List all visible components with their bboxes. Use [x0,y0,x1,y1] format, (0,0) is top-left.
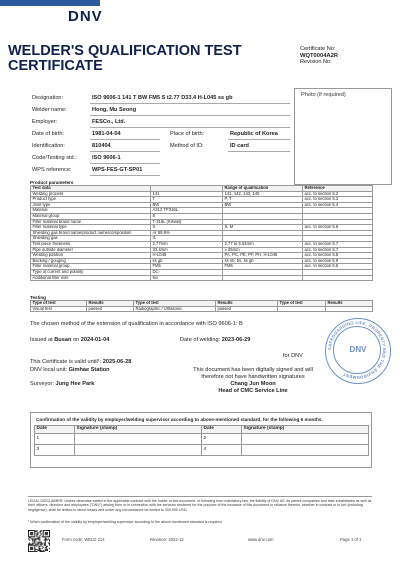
product-param-cell: Material [31,208,151,214]
valid-line [30,359,131,365]
designation-label: Designation: [32,95,64,101]
welding-date-label: Date of welding: [180,337,221,343]
issued-at-label: Issued at [30,337,53,343]
product-param-cell: Pipe outside diameter [31,247,151,253]
product-param-cell: Type of current and polarity [31,269,151,275]
employer-value: FESCo., Ltd. [90,118,290,128]
product-param-cell: Filler material brand name [31,219,151,225]
product-param-cell: Test piece thickness [31,241,151,247]
product-param-cell: A312 TP316L [151,208,223,214]
header-reference: Reference [303,186,373,192]
confirmation-cell [242,434,369,445]
digital-signature-note [188,367,318,395]
product-param-cell: No [151,275,223,281]
certificate-no-value: WQT0004A2R [300,52,339,59]
valid-label: This Certificate is valid until¹: [30,359,102,365]
issued-on-label: on [72,337,80,343]
code-row [0,154,290,163]
seal-name: DNV [349,345,367,354]
signer-name: Chang Jun Moon [230,381,276,387]
testing-header: Type of test [134,301,216,307]
product-param-cell: Welding position [31,253,151,259]
conf-header: Signature (stamp) [242,426,369,434]
welder-row [0,106,290,115]
wps-row [0,166,290,175]
ident-label: Identification: [32,143,65,149]
product-param-cell [223,275,303,281]
brand-bar [0,0,100,6]
product-param-cell: Material group [31,213,151,219]
product-param-cell: acc. to section 5.9 [303,258,373,264]
header-test-data: Test data [31,186,151,192]
product-param-cell: Ar 99.9% [151,230,223,236]
testing-cell [278,306,326,312]
certificate-title [8,44,268,74]
wps-label: WPS reference: [32,167,72,173]
product-param-cell: acc. to section 5.4 [303,202,373,208]
testing-header: Results [87,301,134,307]
confirmation-heading: Confirmation of the validity by employer/welding supervisor according to above-mentioned standard, for the following 6 months. [36,417,323,422]
validity-note: ¹ When confirmation of the validity by employer/welding supervisor according to the above-mentioned standard is required. [28,520,223,524]
certificate-no-label: Certificate No: [300,46,336,52]
product-param-cell: FM5 [151,264,223,270]
svg-text:SAFEGUARDING LIFE, PROPERTY AN: SAFEGUARDING LIFE, PROPERTY AND THE ENVIRONMENT [327,320,388,381]
header-range: Range of qualification [223,186,303,192]
employer-row [0,118,290,127]
welder-label: Welder name: [32,107,67,113]
ident-row [0,142,290,151]
extension-method-text: The chosen method of the extension of qualification in accordance with ISO 9606-1: B [30,321,243,327]
testing-header: Results [216,301,278,307]
photo-label: Photo (if required) [301,92,346,98]
certificate-number-block [300,46,338,66]
confirmation-cell [75,445,202,456]
confirmation-table [34,425,369,456]
product-param-cell [303,275,373,281]
product-param-cell: acc. to section 5.3 [303,197,373,203]
dob-label: Date of birth: [32,131,65,137]
confirmation-cell: 1 [35,434,75,445]
welding-date-line [180,337,250,343]
product-param-cell: BW [223,202,303,208]
confirmation-cell [242,445,369,456]
conf-header: Signature (stamp) [75,426,202,434]
product-param-cell: FM5 [223,264,303,270]
local-unit-label: DNV local unit: [30,367,67,373]
product-param-cell: T [151,197,223,203]
product-param-cell: 141 [151,191,223,197]
product-param-cell: ss gb [151,258,223,264]
confirmation-cell: 2 [202,434,242,445]
digital-note-line-1: This document has been digitally signed and will [193,367,313,373]
issued-at-value: Busan [54,337,72,343]
designation-row [0,94,290,103]
issued-line [30,337,109,343]
dob-value: 1981-04-04 [90,130,160,140]
product-param-cell: acc. to section 5.8 [303,253,373,259]
product-param-cell: ss nb, bs, ss gb [223,258,303,264]
product-param-cell: H-L045 [151,253,223,259]
testing-table [30,300,373,312]
welding-date-value: 2023-06-29 [221,337,251,343]
local-unit-value: Gimhae Station [68,367,110,373]
product-params-heading: Product parameters [30,180,74,185]
website-link[interactable]: www.dnv.com [248,537,274,542]
confirmation-row [35,434,369,445]
product-param-cell: acc. to section 5.5 [303,264,373,270]
product-param-row [31,275,373,281]
method-label: Method of ID: [170,143,204,149]
product-param-cell: S [151,225,223,231]
product-param-cell: ≥ 25mm [223,247,303,253]
testing-heading: Testing [30,295,46,300]
conf-header: Date [35,426,75,434]
product-param-cell: Shielding gas [31,236,151,242]
confirmation-cell [75,434,202,445]
footer-divider [28,496,372,497]
product-param-cell: PA, PC, PE, PF, PH, H-L045 [223,253,303,259]
form-code: Form code: WELD 214 [62,537,105,542]
product-param-cell: S, M [223,225,303,231]
product-param-cell: 8 [151,213,223,219]
surveyor-label: Surveyor: [30,381,54,387]
product-param-cell: 2.77 to 5.54mm [223,241,303,247]
confirmation-cell: 4 [202,445,242,456]
conf-header: Date [202,426,242,434]
product-param-cell: Backing / gouging [31,258,151,264]
confirmation-header-row [35,426,369,434]
testing-cell: passed [87,306,134,312]
product-param-cell: acc. to section 5.7 [303,247,373,253]
product-param-cell: acc. to section 5.2 [303,191,373,197]
for-dnv-text: for DNV [283,353,303,359]
product-param-cell: Filler material group [31,264,151,270]
product-param-cell: 141, 142, 143, 145 [223,191,303,197]
method-value: ID card [228,142,290,152]
wps-value: WPS-FES-GT-SP01 [90,166,160,176]
pob-value: Republic of Korea [228,130,290,140]
page-number: Page 1 of 1 [340,537,362,542]
product-param-cell: Joint type [31,202,151,208]
signer-title: Head of CMC Service Line [218,388,288,394]
valid-value: 2025-06-28 [102,359,132,365]
testing-row [31,306,373,312]
surveyor-line [30,381,94,387]
pob-label: Place of birth: [170,131,205,137]
dnv-logo: DNV [68,8,103,25]
testing-cell: Visual test [31,306,87,312]
confirmation-row [35,445,369,456]
product-param-cell: acc. to section 5.7 [303,241,373,247]
dnv-seal [325,318,391,384]
product-param-cell: T-316L (Kiswel) [151,219,223,225]
code-label: Code/Testing std.: [32,155,77,161]
product-param-cell: Shielding gas brand name/product name/composition [31,230,151,236]
digital-note-line-2: therefore not have handwritten signatures [201,374,305,380]
product-param-cell: acc. to section 5.6 [303,225,373,231]
revision-date: Revision: 2022-12 [150,537,184,542]
local-unit-line [30,367,110,373]
product-param-cell: BW [151,202,223,208]
product-param-cell: I1 [151,236,223,242]
dob-row [0,130,290,139]
designation-value: ISO 9606-1 141 T BW FM5 S t2.77 D33.4 H-L045 ss gb [90,94,290,104]
product-param-cell: P, T [223,197,303,203]
welder-value: Hong, Mu Seong [90,106,290,116]
testing-cell [326,306,373,312]
ident-value: 810404 [90,142,160,152]
surveyor-value: Jung Hee Park [55,381,95,387]
title-line-2: CERTIFICATE [8,58,103,74]
employer-label: Employer: [32,119,58,125]
testing-header: Results [326,301,373,307]
product-param-cell: Filler material type [31,225,151,231]
photo-box [294,88,392,185]
testing-header: Type of test [31,301,87,307]
code-value: ISO 9606-1 [90,154,160,164]
confirmation-cell: 3 [35,445,75,456]
product-param-cell: Additional filler wire [31,275,151,281]
product-param-cell: DC- [151,269,223,275]
title-line-1: WELDER'S QUALIFICATION TEST [8,43,242,59]
product-param-cell: 33.4mm [151,247,223,253]
issued-on-value: 2024-01-04 [80,337,110,343]
testing-header: Type of test [278,301,326,307]
revision-no-label: Revision No: [300,59,332,65]
qr-code-icon [28,530,50,552]
product-param-cell: Product type [31,197,151,203]
product-params-table [30,185,373,281]
product-param-cell: 2.77mm [151,241,223,247]
legal-disclaimer: LEGAL DISCLAIMER: Unless otherwise stated in the applicable contract with the holder of this document, or following from mandatory law, the liability of DNV AS, its parent companies and their subsidiaries as well as their officers, directors and employees ("DNV") arising from or in connection with the services rendered for the purpose of the issuance of this document or reliance thereon, whether in contract or in tort (including negligence), shall be limited to direct losses and under any circumstance be limited to 300,000 USD. [28,499,372,512]
testing-cell: passed [216,306,278,312]
product-param-cell: Welding process [31,191,151,197]
testing-cell: Radiographic / Ultrasonic [134,306,216,312]
confirmation-box [30,412,372,468]
